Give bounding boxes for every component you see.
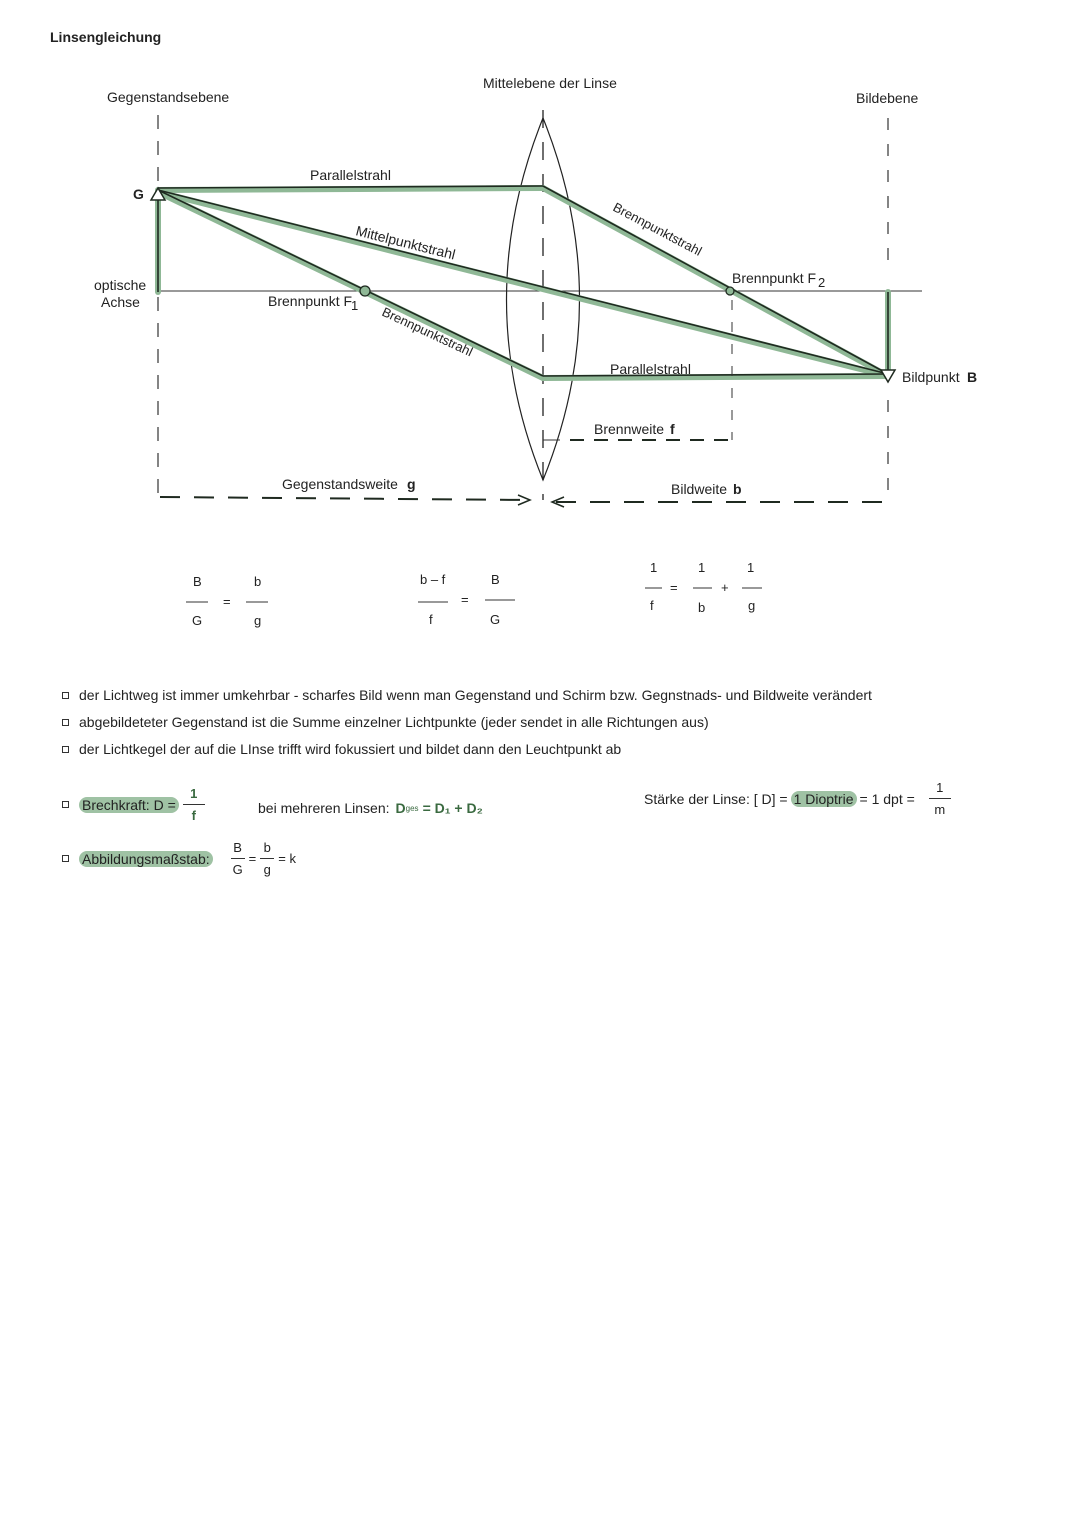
- svg-text:B: B: [193, 574, 202, 589]
- formula-magnification: [186, 574, 268, 628]
- image-point-label: Bildpunkt: [902, 369, 960, 385]
- object-distance-label: Gegenstandsweite: [282, 476, 398, 492]
- abbildung-label: Abbildungsmaßstab:: [79, 851, 213, 867]
- brechkraft-row: [62, 786, 209, 823]
- lens-plane-label: Mittelebene der Linse: [483, 75, 617, 91]
- svg-text:f: f: [429, 612, 433, 627]
- brechkraft-label: Brechkraft: D =: [79, 797, 179, 813]
- svg-text:1: 1: [747, 560, 755, 575]
- notes-list: [62, 682, 872, 763]
- optical-axis-label-2: Achse: [101, 294, 140, 310]
- page-title: Linsengleichung: [50, 29, 162, 45]
- object-point-label: G: [133, 186, 144, 202]
- multi-lens-row: bei mehreren Linsen: D ges = D₁ + D₂: [258, 800, 483, 816]
- lens-diagram: [0, 0, 1080, 640]
- image-distance-label: Bildweite: [671, 481, 728, 497]
- svg-text:b: b: [698, 600, 706, 615]
- svg-text:g: g: [254, 613, 262, 628]
- object-distance-letter: g: [407, 476, 416, 492]
- focal-point-1-marker: [360, 286, 370, 296]
- abbildung-row: Abbildungsmaßstab: $\frac{B}{G}$ = $\frac{b}{g}$ = k: [62, 840, 296, 877]
- list-item: abgebildeteter Gegenstand ist die Summe einzelner Lichtpunkte (jeder sendet in alle Richtungen aus): [62, 709, 872, 736]
- svg-text:G: G: [490, 612, 501, 627]
- focal-point-2-sub: 2: [818, 275, 826, 290]
- formula-focal-ratio: [418, 572, 515, 627]
- parallel-ray-1-label: Parallelstrahl: [310, 167, 391, 183]
- focal-point-1-label: Brennpunkt F: [268, 293, 353, 309]
- focal-ray-1-label: Brennpunktstrahl: [610, 199, 705, 259]
- svg-text:1: 1: [698, 560, 706, 575]
- svg-text:b – f: b – f: [420, 572, 446, 587]
- svg-text:1: 1: [650, 560, 658, 575]
- focal-length-letter: f: [670, 421, 675, 437]
- image-plane-label: Bildebene: [856, 90, 919, 106]
- svg-text:+: +: [721, 580, 729, 595]
- svg-text:=: =: [461, 592, 469, 607]
- parallel-ray-2-label: Parallelstrahl: [610, 361, 691, 377]
- focal-point-1-sub: 1: [351, 298, 359, 313]
- focal-length-label: Brennweite: [594, 421, 665, 437]
- formula-lens-equation: [645, 560, 762, 615]
- svg-text:B: B: [491, 572, 500, 587]
- focal-ray-2-label: Brennpunktstrahl: [379, 304, 476, 360]
- central-ray-label: Mittelpunktstrahl: [354, 222, 458, 263]
- object-plane-label: Gegenstandsebene: [107, 89, 230, 105]
- svg-text:f: f: [650, 598, 654, 613]
- lens-shape: [507, 118, 580, 480]
- optical-axis-label-1: optische: [94, 277, 147, 293]
- svg-text:G: G: [192, 613, 203, 628]
- list-item: der Lichtkegel der auf die LInse trifft wird fokussiert und bildet dann den Leuchtpunkt ab: [62, 736, 872, 763]
- focal-point-2-marker: [726, 287, 734, 295]
- svg-text:=: =: [670, 580, 678, 595]
- svg-text:b: b: [254, 574, 262, 589]
- focal-point-2-label: Brennpunkt F: [732, 270, 817, 286]
- image-point-letter: B: [967, 369, 978, 385]
- brechkraft-fraction: $\frac{1}{f}$: [183, 786, 205, 823]
- svg-text:g: g: [748, 598, 756, 613]
- list-item: der Lichtweg ist immer umkehrbar - scharfes Bild wenn man Gegenstand und Schirm bzw. Gegnstnads- und Bildweite verändert: [62, 682, 872, 709]
- svg-text:=: =: [223, 594, 231, 609]
- strength-row: Stärke der Linse: [ D] = 1 Dioptrie = 1 dpt = $\frac{1}{m}$: [644, 780, 955, 817]
- image-distance-letter: b: [733, 481, 742, 497]
